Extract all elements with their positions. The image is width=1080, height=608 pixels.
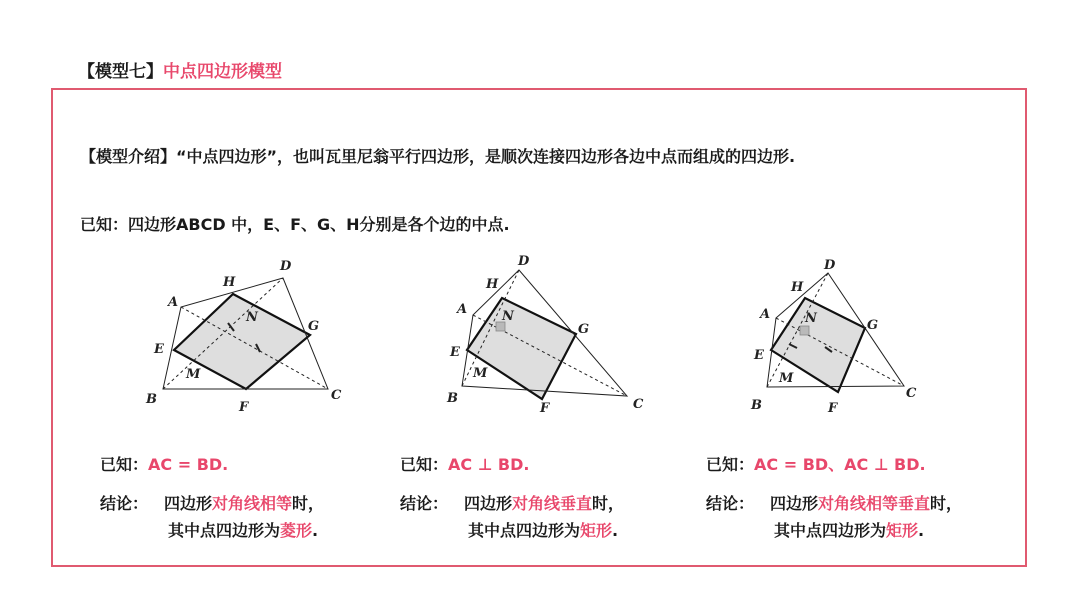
label-D-3: D: [824, 258, 836, 273]
label-H-3: H: [791, 280, 804, 295]
case-1-known-value: AC = BD.: [148, 455, 229, 474]
given-statement: 已知：四边形ABCD 中，E、F、G、H分别是各个边的中点.: [80, 215, 510, 234]
case-1-known: [100, 452, 228, 475]
label-M-3: M: [779, 371, 794, 386]
case-3-known-label: 已知：: [706, 455, 755, 474]
intro-label: 【模型介绍】: [80, 147, 177, 166]
label-H-2: H: [486, 277, 499, 292]
label-A-1: A: [168, 295, 179, 310]
label-D-2: D: [518, 254, 530, 269]
case-2-concl-pre: 四边形: [464, 494, 513, 513]
label-G-3: G: [867, 318, 879, 333]
case-3-known-value: AC = BD、AC ⊥ BD.: [754, 455, 926, 474]
label-M-1: M: [186, 367, 201, 382]
label-H-1: H: [223, 275, 236, 290]
case-2-known: [400, 452, 529, 475]
label-F-1: F: [239, 400, 249, 415]
case-3-concl2-highlight: 矩形: [886, 521, 919, 540]
case-1-concl-pre: 四边形: [164, 494, 213, 513]
title-prefix: 【模型七】: [78, 62, 163, 82]
label-N-3: N: [805, 311, 817, 326]
label-B-2: B: [447, 391, 458, 406]
label-E-1: E: [154, 342, 164, 357]
case-1-concl2-highlight: 菱形: [280, 521, 313, 540]
case-3-conclusion: [706, 490, 962, 544]
case-2-known-value: AC ⊥ BD.: [448, 455, 530, 474]
label-B-3: B: [751, 398, 762, 413]
case-2-concl2-pre: 其中点四边形为: [468, 521, 581, 540]
label-D-1: D: [280, 259, 292, 274]
case-3-concl-post: 时，: [930, 494, 963, 513]
case-3-concl2-post: .: [918, 521, 925, 540]
label-E-3: E: [754, 348, 764, 363]
case-3-concl-pre: 四边形: [770, 494, 819, 513]
case-2-concl2-highlight: 矩形: [580, 521, 613, 540]
label-N-2: N: [502, 309, 514, 324]
case-2-conclusion: [400, 490, 624, 544]
label-E-2: E: [450, 345, 460, 360]
case-1-concl2-pre: 其中点四边形为: [168, 521, 281, 540]
label-C-3: C: [906, 386, 917, 401]
case-1-concl2-post: .: [312, 521, 319, 540]
case-3-known: [706, 452, 926, 475]
label-C-1: C: [331, 388, 342, 403]
label-G-1: G: [308, 319, 320, 334]
case-3-concl-label: 结论：: [706, 494, 755, 513]
intro-text: “中点四边形”，也叫瓦里尼翁平行四边形，是顺次连接四边形各边中点而组成的四边形.: [176, 147, 796, 166]
label-F-3: F: [828, 401, 838, 416]
case-1-known-label: 已知：: [100, 455, 149, 474]
label-B-1: B: [146, 392, 157, 407]
label-A-3: A: [760, 307, 771, 322]
label-C-2: C: [633, 397, 644, 412]
label-N-1: N: [246, 310, 258, 325]
case-2-known-label: 已知：: [400, 455, 449, 474]
case-2-concl2-post: .: [612, 521, 619, 540]
case-1-conclusion: [100, 490, 324, 544]
case-2-concl-label: 结论：: [400, 494, 449, 513]
label-A-2: A: [457, 302, 468, 317]
right-angle-mark-3: [800, 326, 809, 335]
case-2-concl-highlight: 对角线垂直: [512, 494, 593, 513]
case-1-concl-highlight: 对角线相等: [212, 494, 293, 513]
case-3-concl2-pre: 其中点四边形为: [774, 521, 887, 540]
case-1-concl-label: 结论：: [100, 494, 149, 513]
midpoint-quad-2: [467, 298, 576, 399]
case-3-concl-highlight: 对角线相等垂直: [818, 494, 931, 513]
case-2-concl-post: 时，: [592, 494, 625, 513]
label-F-2: F: [540, 401, 550, 416]
title-name: 中点四边形模型: [163, 62, 282, 82]
label-G-2: G: [578, 322, 590, 337]
label-M-2: M: [473, 366, 488, 381]
case-1-concl-post: 时，: [292, 494, 325, 513]
